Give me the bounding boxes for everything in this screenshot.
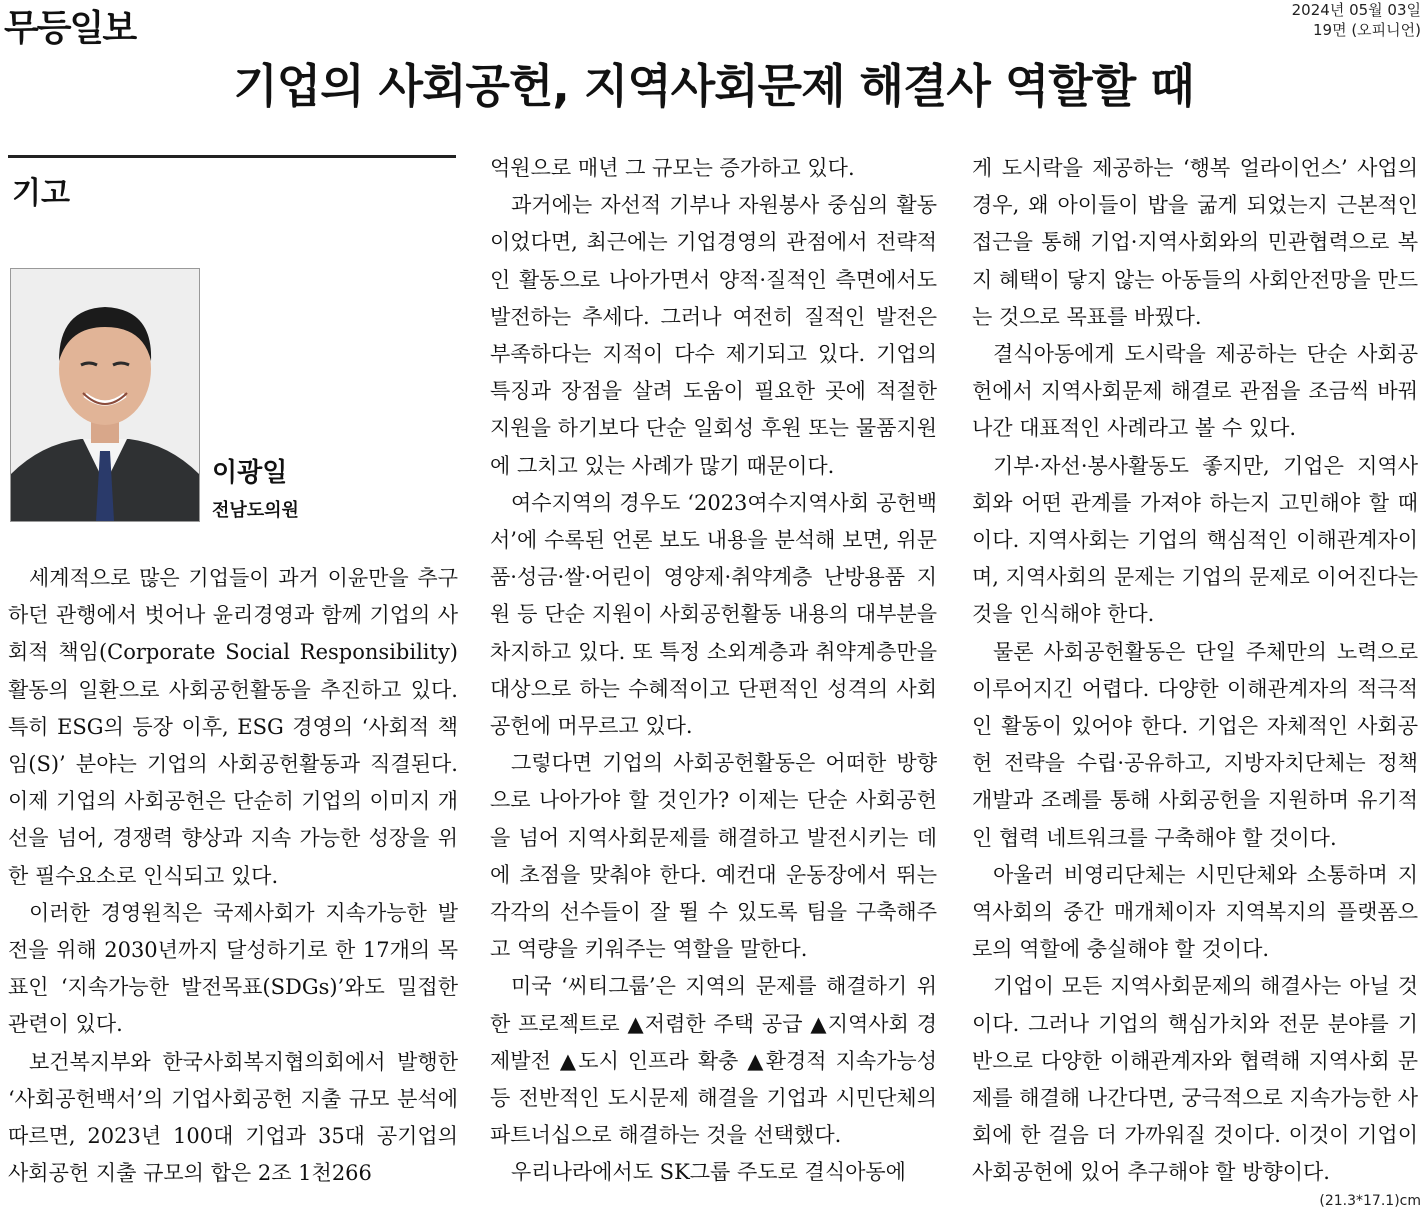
publication-date: 2024년 05월 03일 bbox=[1291, 1, 1421, 19]
paragraph: 보건복지부와 한국사회복지협의회에서 발행한 ‘사회공헌백서’의 기업사회공헌 지출 규모 분석에 따르면, 2023년 100대 기업과 35대 공기업의 사회공헌 지출 규모의 합은 2조 1천266 bbox=[8, 1049, 458, 1186]
section-divider bbox=[8, 155, 456, 158]
section-label: 기고 bbox=[12, 176, 70, 211]
article-meta bbox=[1292, 0, 1421, 40]
newspaper-masthead: 무등일보 bbox=[4, 8, 136, 49]
paragraph-continuation: 게 도시락을 제공하는 ‘행복 얼라이언스’ 사업의 경우, 왜 아이들이 밥을 굶게 되었는지 근본적인 접근을 통해 기업·지역사회와의 민관협력으로 복지 혜택이 닿지 않는 아동들의 사회안전망을 만드는 것으로 목표를 바꿨다. bbox=[972, 156, 1418, 329]
paragraph-continuation: 억원으로 매년 그 규모는 증가하고 있다. bbox=[490, 156, 855, 180]
paragraph: 기업이 모든 지역사회문제의 해결사는 아닐 것이다. 그러나 기업의 핵심가치와 전문 분야를 기반으로 다양한 이해관계자와 협력해 지역사회 문제를 해결해 나간다면, 궁극적으로 지속가능한 사회에 한 걸음 더 가까워질 것이다. 이것이 기업이 사회공헌에 있어 추구해야 할 방향이다. bbox=[972, 974, 1418, 1185]
author-title: 전남도의원 bbox=[212, 500, 299, 521]
paragraph: 이러한 경영원칙은 국제사회가 지속가능한 발전을 위해 2030년까지 달성하기로 한 17개의 목표인 ‘지속가능한 발전목표(SDGs)’와도 밀접한 관련이 있다. bbox=[8, 900, 458, 1037]
paragraph: 물론 사회공헌활동은 단일 주체만의 노력으로 이루어지긴 어렵다. 다양한 이해관계자의 적극적인 활동이 있어야 한다. 기업은 자체적인 사회공헌 전략을 수립·공유하고, 지방자치단체는 정책 개발과 조례를 통해 사회공헌을 지원하며 유기적인 협력 네트워크를 구축해야 할 것이다. bbox=[972, 639, 1418, 850]
article-size-note: (21.3*17.1)cm bbox=[1319, 1193, 1421, 1209]
paragraph: 여수지역의 경우도 ‘2023여수지역사회 공헌백서’에 수록된 언론 보도 내용을 분석해 보면, 위문품·성금·쌀·어린이 영양제·취약계층 난방용품 지원 등 단순 지원이 사회공헌활동 내용의 대부분을 차지하고 있다. 또 특정 소외계층과 취약계층만을 대상으로 하는 수혜적이고 단편적인 성격의 사회공헌에 머무르고 있다. bbox=[490, 490, 937, 739]
paragraph: 결식아동에게 도시락을 제공하는 단순 사회공헌에서 지역사회문제 해결로 관점을 조금씩 바꿔 나간 대표적인 사례라고 볼 수 있다. bbox=[972, 342, 1418, 441]
paragraph: 기부·자선·봉사활동도 좋지만, 기업은 지역사회와 어떤 관계를 가져야 하는지 고민해야 할 때이다. 지역사회는 기업의 핵심적인 이해관계자이며, 지역사회의 문제는 기업의 문제로 이어진다는 것을 인식해야 한다. bbox=[972, 453, 1418, 627]
paragraph: 아울러 비영리단체는 시민단체와 소통하며 지역사회의 중간 매개체이자 지역복지의 플랫폼으로의 역할에 충실해야 할 것이다. bbox=[972, 862, 1418, 962]
author-name: 이광일 bbox=[212, 458, 288, 488]
paragraph: 세계적으로 많은 기업들이 과거 이윤만을 추구하던 관행에서 벗어나 윤리경영과 함께 기업의 사회적 책임(Corporate Social Responsibility) 활동의 일환으로 사회공헌활동을 추진하고 있다. 특히 ESG의 등장 이후, ESG 경영의 ‘사회적 책임(S)’ 분야는 기업의 사회공헌활동과 직결된다. 이제 기업의 사회공헌은 단순히 기업의 이미지 개선을 넘어, 경쟁력 향상과 지속 가능한 성장을 위한 필수요소로 인식되고 있다. bbox=[8, 566, 458, 888]
paragraph: 과거에는 자선적 기부나 자원봉사 중심의 활동이었다면, 최근에는 기업경영의 관점에서 전략적인 활동으로 나아가면서 양적·질적인 측면에서도 발전하는 추세다. 그러나 여전히 질적인 발전은 부족하다는 지적이 다수 제기되고 있다. 기업의 특징과 장점을 살려 도움이 필요한 곳에 적절한 지원을 하기보다 단순 일회성 후원 또는 물품지원에 그치고 있는 사례가 많기 때문이다. bbox=[490, 193, 937, 478]
author-photo bbox=[10, 268, 200, 522]
article-headline: 기업의 사회공헌, 지역사회문제 해결사 역할할 때 bbox=[233, 59, 1194, 113]
paragraph: 미국 ‘씨티그룹’은 지역의 문제를 해결하기 위한 프로젝트로 ▲저렴한 주택 공급 ▲지역사회 경제발전 ▲도시 인프라 확충 ▲환경적 지속가능성 등 전반적인 도시문제 해결을 기업과 시민단체의 파트너십으로 해결하는 것을 선택했다. bbox=[490, 974, 937, 1148]
paragraph: 우리나라에서도 SK그룹 주도로 결식아동에 bbox=[511, 1160, 906, 1185]
article-column-1 bbox=[8, 560, 458, 1192]
paragraph: 그렇다면 기업의 사회공헌활동은 어떠한 방향으로 나아가야 할 것인가? 이제는 단순 사회공헌을 넘어 지역사회문제를 해결하고 발전시키는 데에 초점을 맞춰야 한다. 예컨대 운동장에서 뛰는 각각의 선수들이 잘 뛸 수 있도록 팀을 구축해주고 역량을 키워주는 역할을 말한다. bbox=[490, 751, 937, 962]
article-column-3 bbox=[972, 150, 1418, 1192]
article-column-2 bbox=[490, 150, 937, 1192]
page-section: 19면 (오피니언) bbox=[1312, 21, 1421, 39]
